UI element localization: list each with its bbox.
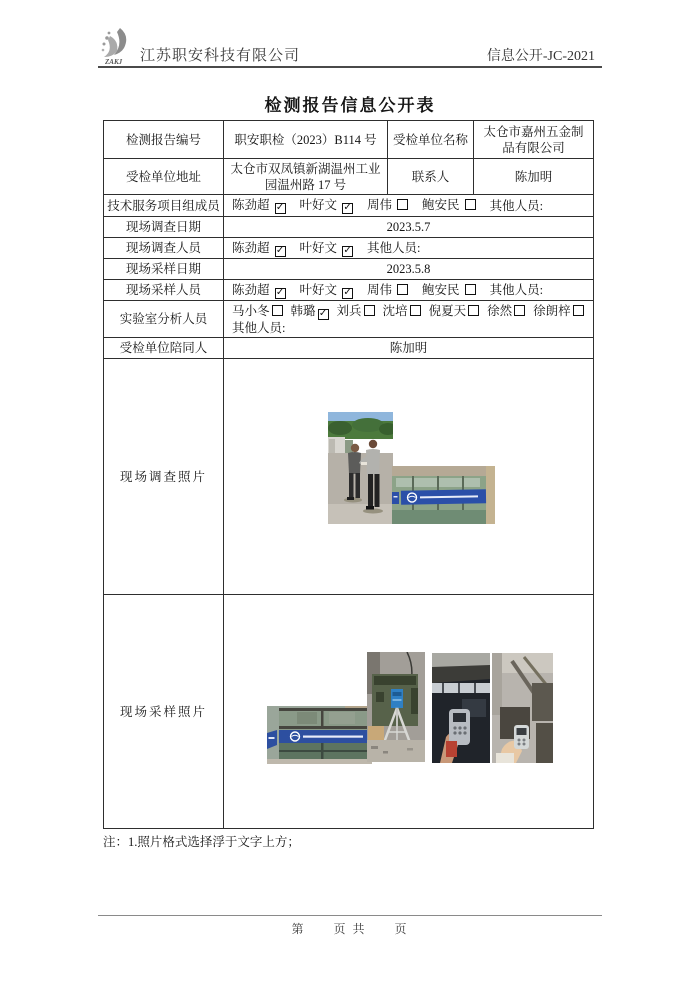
checkbox-checked[interactable]: ✓ — [343, 244, 352, 256]
member-item — [300, 241, 354, 255]
page-title: 检测报告信息公开表 — [264, 96, 436, 115]
member-name: 鲍安民 — [422, 198, 460, 212]
member-item — [422, 198, 476, 212]
lab-staff-cell — [224, 301, 594, 338]
sample-photo-tripod-machine — [367, 652, 425, 762]
page-number: 第 页 共 页 — [291, 922, 409, 936]
label-cell: 现场采样照片 — [104, 595, 224, 829]
member-name: 马小冬 — [232, 303, 270, 318]
value-cell-escort: 陈加明 — [224, 338, 594, 359]
checkbox-checked[interactable]: ✓ — [275, 286, 285, 298]
member-checkbox-list — [232, 282, 490, 299]
checkbox-unchecked[interactable] — [397, 284, 408, 295]
label-cell: 受检单位陪同人 — [104, 338, 224, 359]
survey-photo-people-talking — [328, 412, 393, 524]
member-name: 陈劲超 — [232, 282, 270, 297]
value-cell-company-name: 太仓市嘉州五金制品有限公司 — [474, 121, 594, 159]
member-name: 韩璐 — [290, 303, 316, 318]
sample-staff-cell — [224, 280, 594, 301]
member-checkbox-list — [232, 240, 367, 257]
member-item — [300, 198, 354, 212]
member-item — [487, 304, 525, 318]
header-rule — [98, 66, 602, 68]
member-name: 徐朗梓 — [533, 303, 571, 318]
survey-photos-cell — [224, 359, 594, 595]
sample-photo-facade-sign — [267, 706, 372, 764]
sample-photo-meter-hall — [492, 653, 553, 763]
label-cell: 现场采样人员 — [104, 280, 224, 301]
member-item — [367, 198, 408, 212]
label-cell: 实验室分析人员 — [104, 301, 224, 338]
label-cell: 检测报告编号 — [104, 121, 224, 159]
member-name: 陈劲超 — [232, 240, 270, 255]
member-name: 叶好文 — [299, 240, 338, 255]
member-name: 叶好文 — [299, 282, 338, 297]
checkbox-unchecked[interactable] — [465, 284, 476, 295]
member-checkbox-list — [232, 197, 490, 214]
member-item — [232, 304, 283, 318]
checkbox-unchecked[interactable] — [468, 305, 479, 316]
member-name: 周伟 — [367, 198, 393, 212]
sample-photos-cell — [224, 595, 594, 829]
svg-text:ZAKJ: ZAKJ — [105, 58, 123, 66]
member-item — [422, 283, 476, 297]
other-staff-label: 其他人员: — [489, 283, 544, 297]
checkbox-unchecked[interactable] — [465, 199, 476, 210]
member-item — [533, 304, 584, 318]
value-cell-sample-date: 2023.5.8 — [224, 259, 594, 280]
member-item — [232, 283, 286, 297]
table-row — [104, 280, 594, 301]
label-cell: 现场调查人员 — [104, 238, 224, 259]
member-item — [291, 304, 329, 318]
label-cell: 现场采样日期 — [104, 259, 224, 280]
other-staff-label: 其他人员: — [489, 198, 544, 213]
member-name: 沈培 — [382, 303, 408, 318]
checkbox-unchecked[interactable] — [573, 305, 584, 316]
label-cell: 联系人 — [388, 159, 474, 195]
member-item — [300, 283, 354, 297]
member-item — [383, 304, 421, 318]
member-name: 倪夏天 — [428, 303, 467, 318]
checkbox-checked[interactable]: ✓ — [275, 202, 285, 213]
value-cell-contact: 陈加明 — [474, 159, 594, 195]
checkbox-unchecked[interactable] — [364, 305, 375, 316]
member-item — [232, 198, 286, 212]
label-cell: 技术服务项目组成员 — [104, 195, 224, 217]
member-name: 徐然 — [487, 303, 513, 318]
footer-rule — [98, 915, 602, 916]
table-row — [104, 217, 594, 238]
footnote: 注：1.照片格式选择浮于文字上方； — [103, 835, 300, 849]
checkbox-unchecked[interactable] — [272, 305, 283, 316]
value-cell-address: 太仓市双凤镇新湖温州工业园温州路 17 号 — [224, 159, 388, 195]
member-item — [429, 304, 480, 318]
table-row — [104, 259, 594, 280]
checkbox-checked[interactable]: ✓ — [343, 286, 352, 298]
sample-photo-meter-dark — [432, 653, 490, 763]
member-item — [232, 241, 286, 255]
label-cell: 现场调查照片 — [104, 359, 224, 595]
checkbox-checked[interactable]: ✓ — [343, 202, 352, 213]
checkbox-checked[interactable]: ✓ — [275, 244, 285, 256]
member-name: 陈劲超 — [232, 198, 270, 212]
report-info-table — [103, 120, 594, 829]
table-row — [104, 121, 594, 159]
survey-photo-company-sign — [392, 466, 495, 524]
member-name: 叶好文 — [299, 198, 338, 212]
member-item — [367, 283, 408, 297]
other-staff-label: 其他人员: — [367, 241, 421, 255]
member-name: 刘兵 — [336, 303, 362, 318]
value-cell-report-number: 职安职检（2023）B114 号 — [224, 121, 388, 159]
table-row — [104, 195, 594, 217]
company-logo-icon — [98, 26, 140, 68]
table-row — [104, 159, 594, 195]
member-item — [337, 304, 375, 318]
checkbox-unchecked[interactable] — [397, 199, 408, 210]
table-row — [104, 338, 594, 359]
table-row — [104, 238, 594, 259]
label-cell: 现场调查日期 — [104, 217, 224, 238]
table-row-sample-photos — [104, 595, 594, 829]
value-cell-survey-date: 2023.5.7 — [224, 217, 594, 238]
table-row-survey-photos — [104, 359, 594, 595]
checkbox-checked[interactable]: ✓ — [318, 307, 328, 319]
table-row — [104, 301, 594, 338]
team-members-cell — [224, 195, 594, 217]
checkbox-unchecked[interactable] — [410, 305, 421, 316]
document-code: 信息公开-JC-2021 — [486, 49, 595, 64]
company-name: 江苏职安科技有限公司 — [140, 48, 301, 64]
checkbox-unchecked[interactable] — [514, 305, 525, 316]
other-staff-label: 其他人员: — [232, 320, 286, 335]
member-checkbox-list — [232, 303, 592, 320]
label-cell: 受检单位地址 — [104, 159, 224, 195]
member-name: 鲍安民 — [422, 282, 460, 297]
label-cell: 受检单位名称 — [388, 121, 474, 159]
survey-staff-cell — [224, 238, 594, 259]
member-name: 周伟 — [367, 282, 393, 297]
